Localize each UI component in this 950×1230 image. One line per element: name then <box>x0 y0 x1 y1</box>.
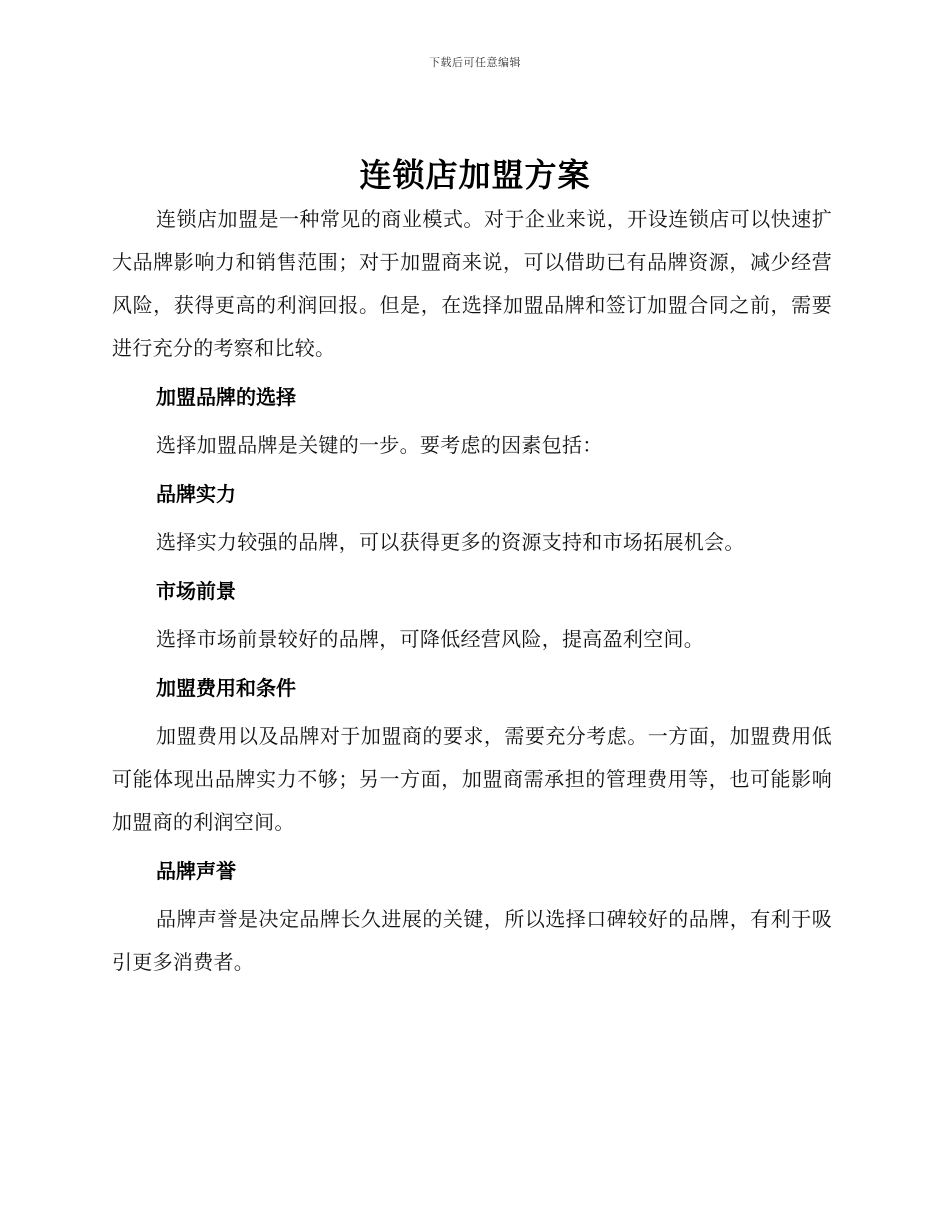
section-paragraph-brand-selection: 选择加盟品牌是关键的一步。要考虑的因素包括： <box>156 433 603 457</box>
section-paragraph-brand-strength: 选择实力较强的品牌，可以获得更多的资源支持和市场拓展机会。 <box>156 530 745 554</box>
section-heading-brand-strength: 品牌实力 <box>156 482 236 506</box>
section-heading-market-outlook: 市场前景 <box>156 579 236 603</box>
section-heading-brand-selection: 加盟品牌的选择 <box>156 385 296 409</box>
intro-paragraph: 连锁店加盟是一种常见的商业模式。对于企业来说，开设连锁店可以快速扩大品牌影响力和销售范围；对于加盟商来说，可以借助已有品牌资源，减少经营风险，获得更高的利润回报。但是，在选择加盟品牌和签订加盟合同之前，需要进行充分的考察和比较。 <box>112 207 832 360</box>
section-paragraph-brand-reputation: 品牌声誉是决定品牌长久进展的关键，所以选择口碑较好的品牌，有利于吸引更多消费者。 <box>112 907 832 974</box>
document-body <box>112 198 832 986</box>
section-paragraph-fees-conditions: 加盟费用以及品牌对于加盟商的要求，需要充分考虑。一方面，加盟费用低可能体现出品牌实力不够；另一方面，加盟商需承担的管理费用等，也可能影响加盟商的利润空间。 <box>112 724 832 834</box>
document-title: 连锁店加盟方案 <box>359 156 591 194</box>
section-heading-brand-reputation: 品牌声誉 <box>156 859 236 883</box>
page-header: 下载后可任意编辑 <box>429 56 521 69</box>
section-heading-fees-conditions: 加盟费用和条件 <box>156 676 296 700</box>
section-paragraph-market-outlook: 选择市场前景较好的品牌，可降低经营风险，提高盈利空间。 <box>156 627 705 651</box>
